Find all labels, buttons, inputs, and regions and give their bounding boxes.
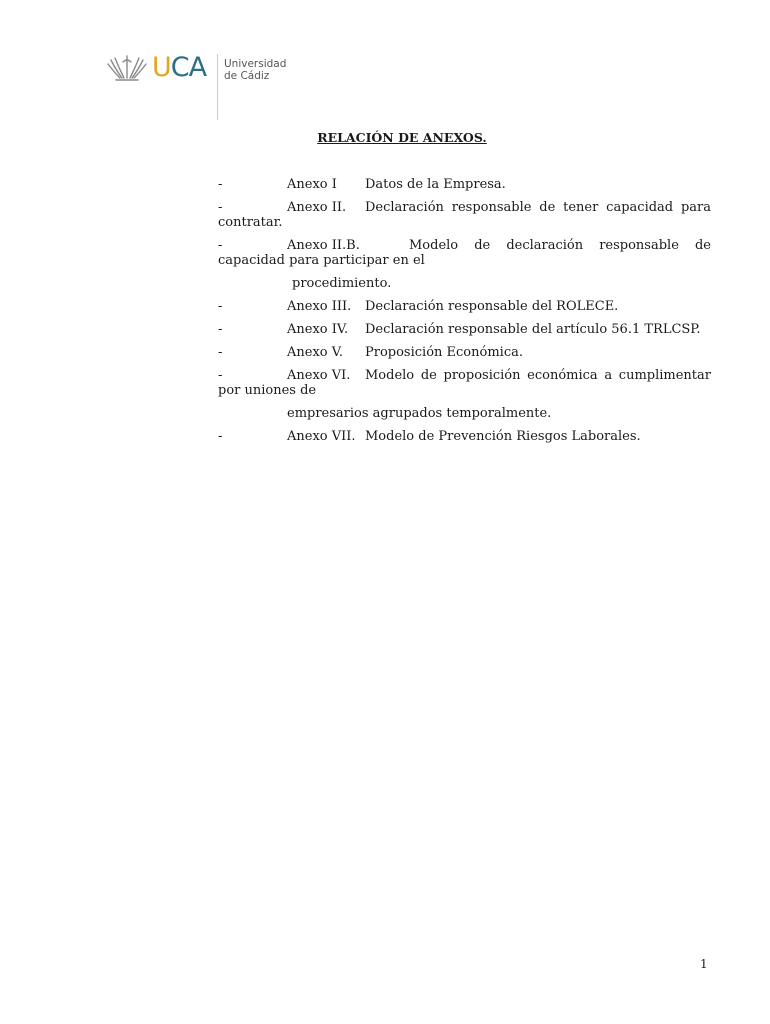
- annex-number: Anexo III.: [287, 299, 352, 314]
- institution-line-2: de Cádiz: [224, 70, 270, 82]
- list-item: [218, 177, 711, 192]
- list-dash: -: [218, 177, 223, 192]
- list-dash: -: [218, 429, 223, 444]
- annex-number: Anexo V.: [287, 345, 343, 360]
- uca-wordmark: [152, 52, 206, 84]
- list-dash: -: [218, 238, 223, 253]
- uca-emblem-icon: [106, 54, 148, 82]
- annex-number: Anexo I: [287, 177, 337, 192]
- list-dash: -: [218, 322, 223, 337]
- logo-letters-ca: CA: [170, 52, 207, 83]
- list-dash: -: [218, 368, 223, 383]
- annex-description: Declaración responsable de tener capacidad para contratar.: [218, 200, 711, 230]
- list-dash: -: [218, 299, 223, 314]
- logo-letter-u: U: [152, 52, 171, 83]
- institution-line-1: Universidad: [224, 58, 287, 70]
- document-title: RELACIÓN DE ANEXOS.: [317, 130, 487, 145]
- list-item: [218, 345, 711, 360]
- annex-description-continuation: procedimiento.: [292, 276, 392, 291]
- annex-description: Modelo de proposición económica a cumplimentar por uniones de: [218, 368, 711, 398]
- annex-description: Modelo de declaración responsable de capacidad para participar en el: [218, 238, 711, 268]
- annex-description: Modelo de Prevención Riesgos Laborales.: [365, 429, 641, 444]
- annex-description: Declaración responsable del ROLECE.: [365, 299, 619, 314]
- list-item: [218, 429, 711, 444]
- annex-number: Anexo II.: [287, 200, 347, 215]
- page-number: 1: [700, 957, 708, 971]
- list-dash: -: [218, 200, 223, 215]
- institution-name: [224, 58, 286, 82]
- list-item: [218, 368, 711, 398]
- header: [106, 48, 366, 120]
- annex-number: Anexo II.B.: [287, 238, 360, 253]
- annex-list: [218, 177, 711, 452]
- annex-description: Declaración responsable del artículo 56.1 TRLCSP.: [365, 322, 701, 337]
- list-item: [218, 200, 711, 230]
- logo-divider: [217, 54, 218, 120]
- annex-description-continuation: empresarios agrupados temporalmente.: [287, 406, 552, 421]
- list-item: [218, 322, 711, 337]
- annex-number: Anexo VII.: [287, 429, 356, 444]
- annex-number: Anexo VI.: [287, 368, 351, 383]
- list-item: [218, 238, 711, 268]
- annex-description: Datos de la Empresa.: [365, 177, 506, 192]
- list-dash: -: [218, 345, 223, 360]
- annex-description: Proposición Económica.: [365, 345, 523, 360]
- annex-number: Anexo IV.: [287, 322, 349, 337]
- list-item: [218, 299, 711, 314]
